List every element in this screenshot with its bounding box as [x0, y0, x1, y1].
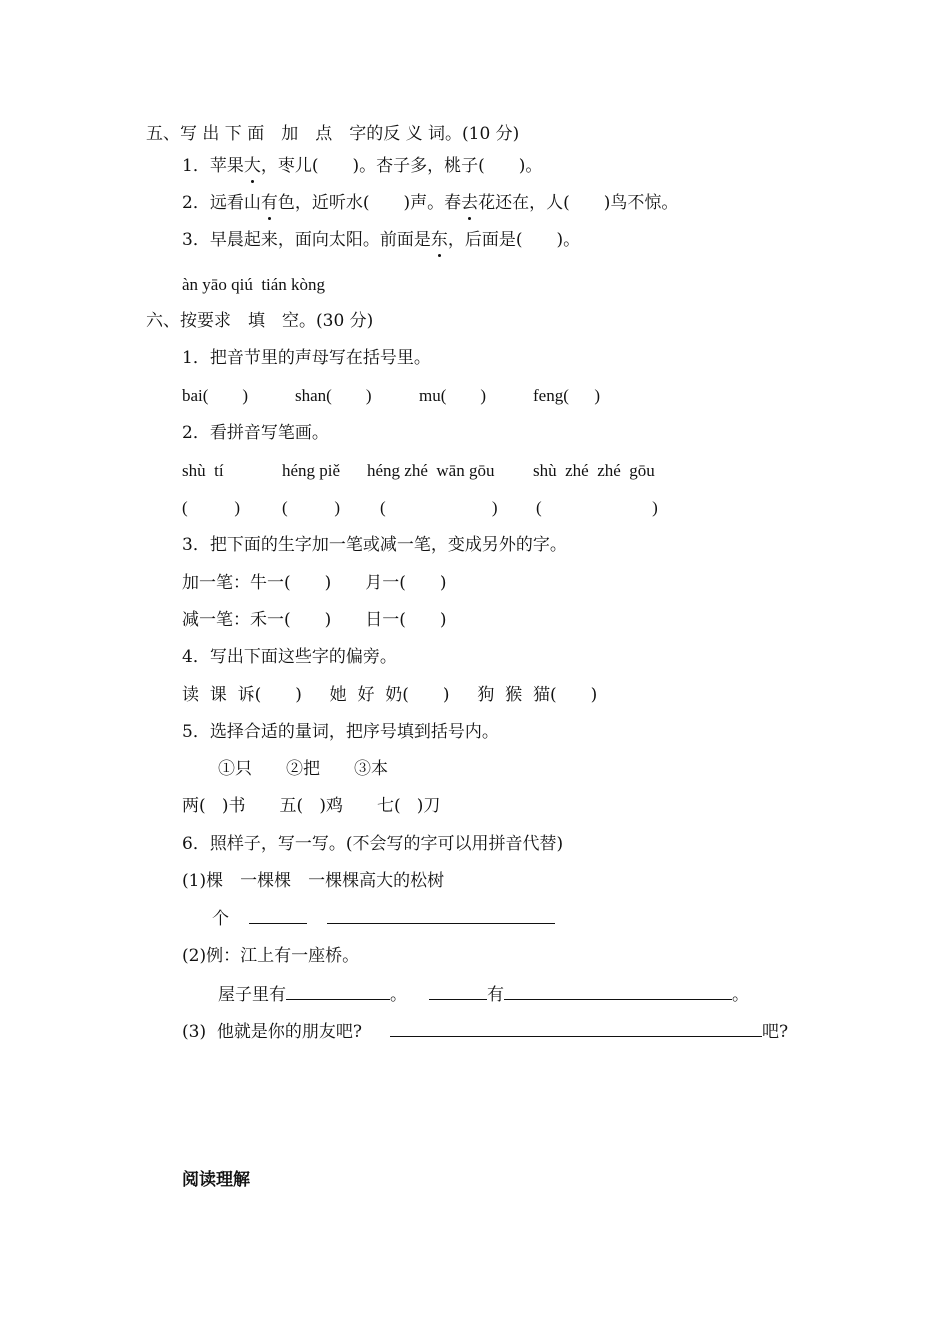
answer-blank[interactable]	[390, 1020, 762, 1037]
q2-pinyin-1: shù tí	[182, 461, 224, 480]
q6-ex1-char: 个	[212, 909, 229, 929]
q4-line: 读 课 诉( ) 她 好 奶( ) 狗 猴 猫( )	[182, 685, 598, 705]
q4-title: 4．写出下面这些字的偏旁。	[182, 647, 397, 667]
q1-item-mu: mu( )	[419, 386, 487, 405]
section5-question-1	[182, 155, 542, 177]
answer-blank[interactable]	[504, 983, 732, 1000]
q6-ex2-text-c: 有	[487, 985, 504, 1005]
q3-title: 3．把下面的生字加一笔或减一笔，变成另外的字。	[182, 535, 567, 555]
q2-text-c: 花还在，人( )鸟不惊。	[478, 193, 679, 213]
q1-title: 1．把音节里的声母写在括号里。	[182, 348, 431, 368]
q5-options: ①只 ②把 ③本	[218, 759, 388, 779]
q2-bracket-4: ( )	[536, 498, 658, 517]
q6-title: 6．照样子，写一写。(不会写的字可以用拼音代替)	[182, 834, 564, 854]
q2-pinyin-3: héng zhé wān gōu	[367, 461, 495, 480]
reading-title: 阅读理解	[182, 1170, 250, 1190]
q3-add: 加一笔：牛一( ) 月一( )	[182, 573, 447, 593]
q6-ex2-text-a: 屋子里有	[218, 985, 286, 1005]
q1-text-a: 1．苹果	[182, 156, 244, 176]
q6-example-1-answer	[212, 907, 555, 930]
section6-title: 六、按要求 填 空。(30 分)	[146, 311, 374, 331]
q6-ex2-text-d: 。	[732, 985, 749, 1005]
q2-bracket-3: ( )	[380, 498, 498, 517]
q6-ex3-text-b: 吧?	[762, 1022, 789, 1042]
q6-ex3-text-a: (3) 他就是你的朋友吧?	[182, 1022, 363, 1042]
q3-text-a: 3．早晨起来，面向太阳。前面是	[182, 230, 431, 250]
q5-title: 5．选择合适的量词，把序号填到括号内。	[182, 722, 499, 742]
section5-title: 五、写 出 下 面 加 点 字的反 义 词。(10 分)	[146, 124, 520, 144]
q2-pinyin-2: héng piě	[282, 461, 341, 480]
q6-example-1: (1)棵 一棵棵 一棵棵高大的松树	[182, 871, 445, 891]
q1-item-feng: feng( )	[533, 386, 601, 405]
q6-example-2-answer	[218, 983, 749, 1006]
dotted-char: 大	[243, 156, 261, 176]
q1-item-shan: shan( )	[295, 386, 372, 405]
section5-question-3	[182, 229, 580, 251]
q2-bracket-1: ( )	[182, 498, 241, 517]
dotted-char: 去	[461, 193, 479, 213]
q6-example-2: (2)例：江上有一座桥。	[182, 946, 360, 966]
q1-item-bai: bai( )	[182, 386, 249, 405]
q2-text-b: 色，近听水( )声。春	[277, 193, 462, 213]
answer-blank[interactable]	[327, 907, 555, 924]
q5-line: 两( )书 五( )鸡 七( )刀	[182, 796, 441, 816]
q2-pinyin-4: shù zhé zhé gōu	[533, 461, 655, 480]
q3-sub: 减一笔：禾一( ) 日一( )	[182, 610, 447, 630]
q1-text-b: ，枣儿( )。杏子多，桃子( )。	[260, 156, 543, 176]
dotted-char: 东	[430, 230, 448, 250]
section6-pinyin: àn yāo qiú tián kòng	[182, 275, 326, 294]
q2-bracket-2: ( )	[282, 498, 341, 517]
section5-question-2	[182, 192, 678, 214]
dotted-char: 有	[260, 193, 278, 213]
answer-blank[interactable]	[249, 907, 307, 924]
q2-text-a: 2．远看山	[182, 193, 261, 213]
answer-blank[interactable]	[286, 983, 390, 1000]
answer-blank[interactable]	[429, 983, 487, 1000]
q6-ex2-text-b: 。	[390, 985, 407, 1005]
q6-example-3	[182, 1020, 788, 1043]
q2-title: 2．看拼音写笔画。	[182, 423, 329, 443]
q3-text-b: ，后面是( )。	[447, 230, 581, 250]
